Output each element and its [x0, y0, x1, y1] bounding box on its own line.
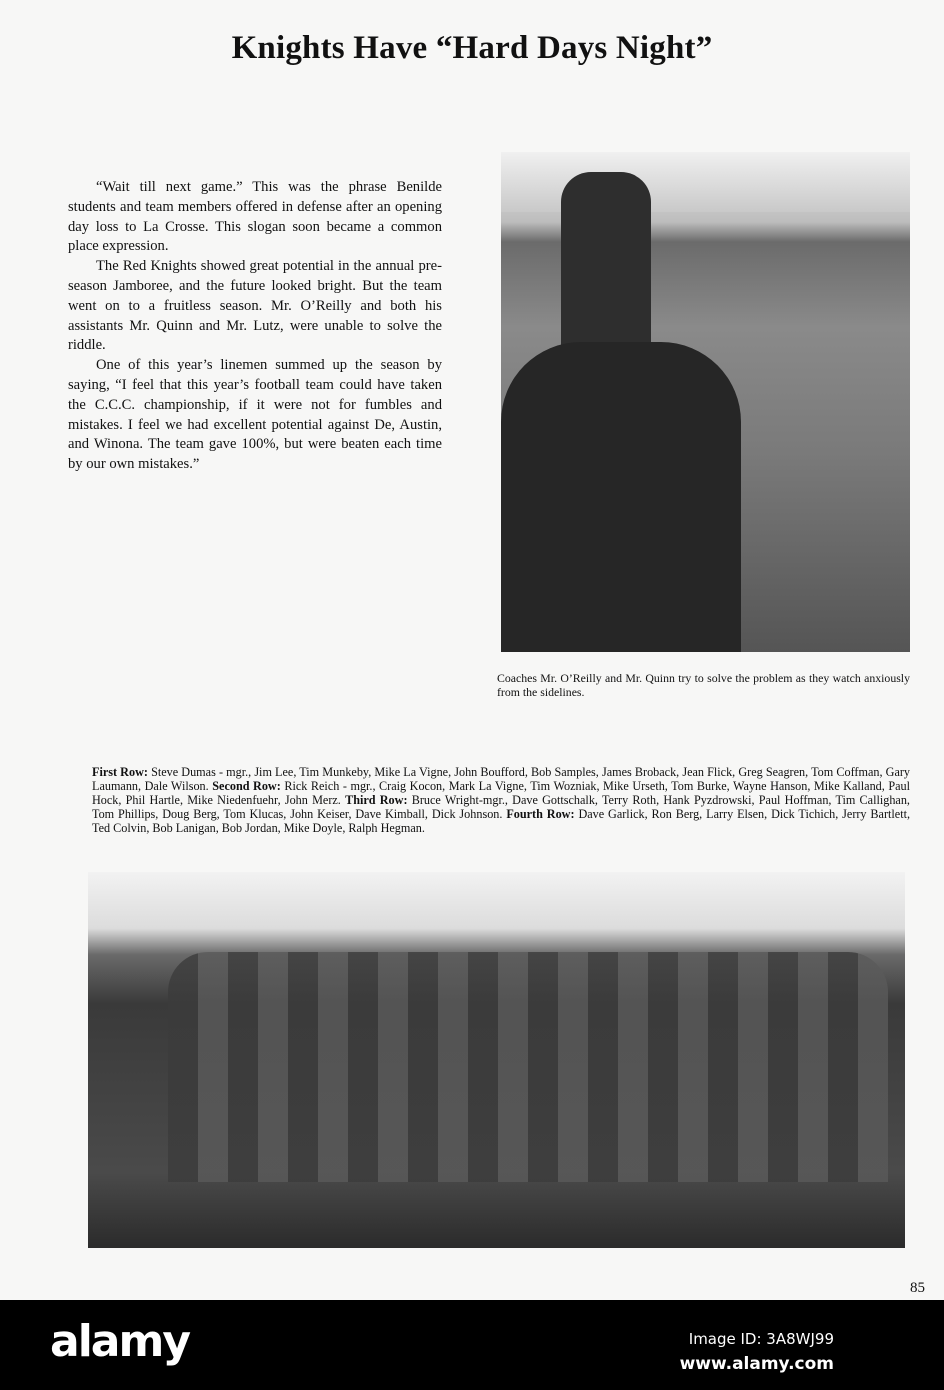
row-names: Dave Garlick, Ron Berg, Larry Elsen, Dick Tichich, Jerry Bartlett, Ted Colvin, Bob Lanigan, Bob Jordan, Mike Doyle, Ralph Hegman. [92, 807, 911, 836]
row-label: Fourth Row: [506, 807, 575, 822]
row-names: Bruce Wright-mgr., Dave Gottschalk, Terry Roth, Hank Pyzdrowski, Paul Hoffman, Tim Callighan, Tom Phillips, Doug Berg, Tom Klucas, John Keiser, Dave Kimball, Dick Johnson. [92, 793, 910, 822]
paragraph: “Wait till next game.” This was the phrase Benilde students and team members offered in defense after an opening day loss to La Crosse. This slogan soon became a common place expression. [68, 179, 442, 255]
coaches-photo [501, 152, 910, 652]
row-label: First Row: [92, 765, 148, 779]
row-names: Rick Reich - mgr., Craig Kocon, Mark La Vigne, Tim Wozniak, Mike Urseth, Tom Burke, Wayne Hanson, Mike Kalland, Paul Hock, Phil Hartle, Mike Niedenfuehr, John Merz. [92, 779, 911, 808]
page-title: Knights Have “Hard Days Night” [231, 30, 713, 66]
row-label: Second Row: [212, 779, 281, 794]
team-photo [88, 872, 905, 1248]
article-body [68, 178, 442, 475]
team-roster [92, 765, 910, 835]
page-number: 85 [910, 1280, 925, 1296]
image-id: Image ID: 3A8WJ99 [688, 1330, 834, 1348]
paragraph: The Red Knights showed great potential in the annual pre-season Jamboree, and the future looked bright. But the team went on to a fruitless season. Mr. O’Reilly and both his assistants Mr. Quinn and Mr. Lutz, were unable to solve the riddle. [68, 258, 442, 354]
row-label: Third Row: [345, 793, 408, 808]
watermark-bar [0, 1300, 944, 1390]
site-url: www.alamy.com [679, 1354, 834, 1374]
row-names: Steve Dumas - mgr., Jim Lee, Tim Munkeby, Mike La Vigne, John Boufford, Bob Samples, James Broback, Jean Flick, Greg Seagren, Tom Coffman, Gary Laumann, Dale Wilson. [92, 765, 911, 794]
alamy-logo: alamy [50, 1316, 189, 1367]
paragraph: One of this year’s linemen summed up the season by saying, “I feel that this year’s football team could have taken the C.C.C. championship, if it were not for fumbles and mistakes. I feel we had excellent potential against De, Austin, and Winona. The team gave 100%, but were beaten each time by our own mistakes.” [68, 357, 442, 473]
photo-caption: Coaches Mr. O’Reilly and Mr. Quinn try to solve the problem as they watch anxiously from the sidelines. [497, 671, 910, 699]
